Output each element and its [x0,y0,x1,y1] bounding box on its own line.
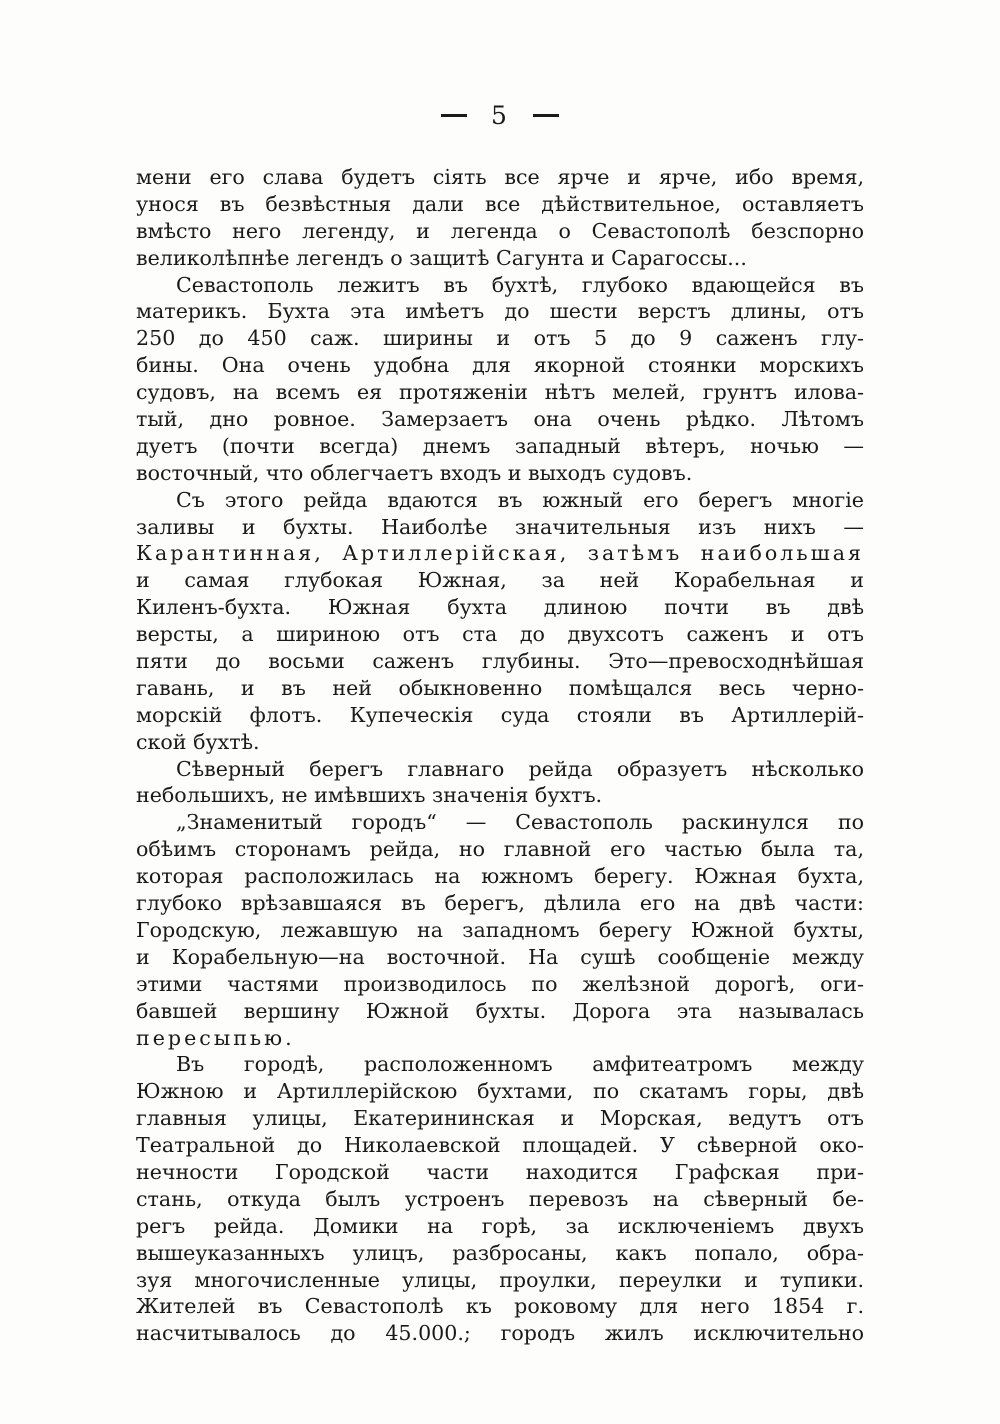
text-line: материкъ. Бухта эта имѣетъ до шести верстъ длины, отъ [136,299,864,324]
text-line: пересыпью. [136,1025,295,1050]
text-line: мени его слава будетъ сіять все ярче и ярче, ибо время, [136,165,864,189]
text-line: нечности Городской части находится Графская при- [136,1159,864,1184]
text-line: насчитывалось до 45.000.; городъ жилъ исключительно [136,1321,864,1346]
text-line: глубоко врѣзавшаяся въ берегъ, дѣлила его на двѣ части: [136,891,864,916]
text-line: великолѣпнѣе легендъ о защитѣ Сагунта и Сарагоссы... [136,245,747,270]
text-line: Въ городѣ, расположенномъ амфитеатромъ между [176,1052,864,1077]
text-line: бины. Она очень удобна для якорной стоянки морскихъ [136,353,864,378]
text-line: и Корабельную—на восточной. На сушѣ сообщеніе между [136,944,864,969]
text-line: „Знаменитый городъ“ — Севастополь раскинулся по [176,810,864,835]
text-line: Театральной до Николаевской площадей. У сѣверной око- [136,1133,864,1158]
text-line: обѣимъ сторонамъ рейда, но главной его частью была та, [136,837,864,862]
page-number: 5 [491,100,509,130]
text-line: и самая глубокая Южная, за ней Корабельная и [136,568,864,593]
text-line: Жителей въ Севастополѣ къ роковому для него 1854 г. [136,1294,864,1319]
text-line: заливы и бухты. Наиболѣе значительныя изъ нихъ — [136,514,864,539]
text-line: Съ этого рейда вдаются въ южный его берегъ многіе [176,487,864,512]
text-line: Сѣверный берегъ главнаго рейда образуетъ нѣсколько [176,756,864,781]
text-line: зуя многочисленные улицы, проулки, переулки и тупики. [136,1267,864,1292]
text-line: регъ рейда. Домики на горѣ, за исключеніемъ двухъ [136,1213,864,1238]
text-line: которая расположилась на южномъ берегу. Южная бухта, [136,864,864,889]
text-line: главныя улицы, Екатерининская и Морская, ведутъ отъ [136,1106,864,1131]
text-line: Южною и Артиллерійскою бухтами, по скатамъ горы, двѣ [136,1079,864,1104]
header-left-dash [441,114,467,117]
text-line: бавшей вершину Южной бухты. Дорога эта называлась [136,998,864,1023]
text-line: стань, откуда былъ устроенъ перевозъ на сѣверный бе- [136,1186,864,1211]
text-line: дуетъ (почти всегда) днемъ западный вѣтеръ, ночью — [136,433,864,458]
text-line: небольшихъ, не имѣвшихъ значенія бухтъ. [136,783,603,808]
text-line: Городскую, лежавшую на западномъ берегу Южной бухты, [136,917,864,942]
text-line: 250 до 450 саж. ширины и отъ 5 до 9 саженъ глу- [136,326,864,351]
text-line: морскій флотъ. Купеческія суда стояли въ Артиллерій- [136,702,864,727]
text-line: вмѣсто него легенду, и легенда о Севастополѣ безспорно [136,218,864,243]
text-line: гавань, и въ ней обыкновенно помѣщался весь черно- [136,675,864,700]
text-line: восточный, что облегчаетъ входъ и выходъ судовъ. [136,460,693,485]
text-line: судовъ, на всемъ ея протяженіи нѣтъ мелей, грунтъ илова- [136,380,864,405]
text-line: ской бухтѣ. [136,729,260,754]
text-line: тый, дно ровное. Замерзаетъ она очень рѣдко. Лѣтомъ [136,407,864,432]
text-line: версты, а шириною отъ ста до двухсотъ саженъ и отъ [136,622,864,647]
text-line: Киленъ-бухта. Южная бухта длиною почти въ двѣ [136,595,864,620]
page-header [0,96,1000,134]
text-line: Карантинная, Артиллерійская, затѣмъ наибольшая [136,541,864,566]
header-right-dash [533,114,559,117]
body-text [136,164,864,1347]
text-line: унося въ безвѣстныя дали все дѣйствительное, оставляетъ [136,191,864,216]
text-line: вышеуказанныхъ улицъ, разбросаны, какъ попало, обра- [136,1240,864,1265]
text-line: этими частями производилось по желѣзной дорогѣ, оги- [136,971,864,996]
text-line: пяти до восьми саженъ глубины. Это—превосходнѣйшая [136,649,864,674]
text-line: Севастополь лежитъ въ бухтѣ, глубоко вдающейся въ [176,272,864,297]
